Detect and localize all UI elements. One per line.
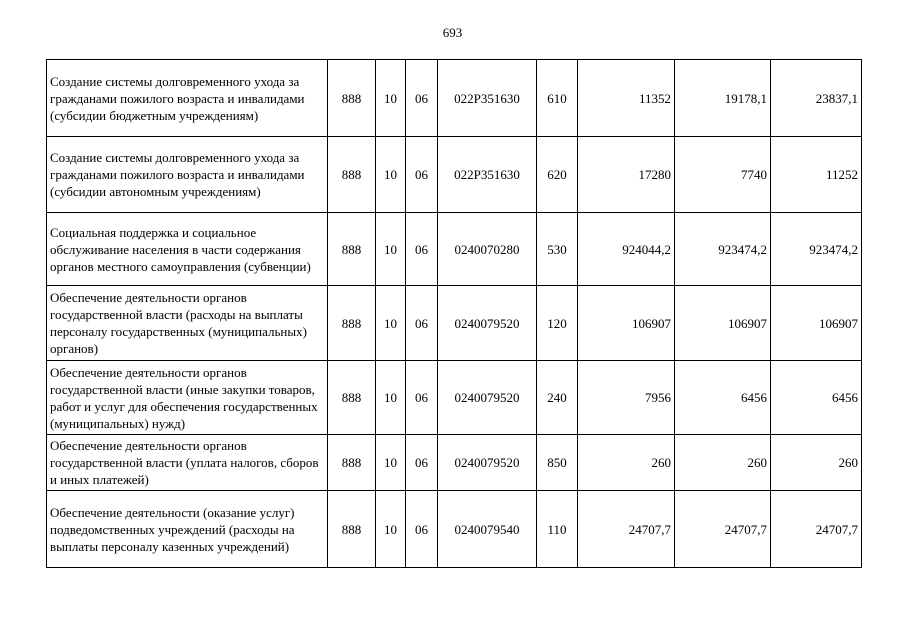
amount-year-3-cell: 923474,2	[771, 213, 862, 286]
row-name-cell: Обеспечение деятельности (оказание услуг) подведомственных учреждений (расходы на выплаты персоналу казенных учреждений)	[47, 491, 328, 568]
table-row	[47, 286, 862, 361]
row-name-cell: Социальная поддержка и социальное обслуживание населения в части содержания органов местного самоуправления (субвенции)	[47, 213, 328, 286]
amount-year-3-cell: 6456	[771, 361, 862, 435]
ministry-code-cell: 888	[328, 137, 376, 213]
ministry-code-cell: 888	[328, 491, 376, 568]
ministry-code-cell: 888	[328, 286, 376, 361]
ministry-code-cell: 888	[328, 60, 376, 137]
subsection-code-cell: 06	[406, 137, 438, 213]
expense-type-cell: 240	[537, 361, 578, 435]
target-article-cell: 0240070280	[438, 213, 537, 286]
subsection-code-cell: 06	[406, 435, 438, 491]
amount-year-2-cell: 106907	[675, 286, 771, 361]
target-article-cell: 0240079520	[438, 435, 537, 491]
table-row	[47, 361, 862, 435]
amount-year-2-cell: 24707,7	[675, 491, 771, 568]
amount-year-2-cell: 7740	[675, 137, 771, 213]
table-row	[47, 491, 862, 568]
amount-year-2-cell: 923474,2	[675, 213, 771, 286]
ministry-code-cell: 888	[328, 435, 376, 491]
row-name-cell: Создание системы долговременного ухода за гражданами пожилого возраста и инвалидами (субсидии автономным учреждениям)	[47, 137, 328, 213]
table-row	[47, 137, 862, 213]
expense-type-cell: 620	[537, 137, 578, 213]
section-code-cell: 10	[376, 286, 406, 361]
target-article-cell: 0240079520	[438, 286, 537, 361]
subsection-code-cell: 06	[406, 491, 438, 568]
table-row	[47, 213, 862, 286]
row-name-cell: Создание системы долговременного ухода за гражданами пожилого возраста и инвалидами (субсидии бюджетным учреждениям)	[47, 60, 328, 137]
ministry-code-cell: 888	[328, 361, 376, 435]
row-name-cell: Обеспечение деятельности органов государственной власти (уплата налогов, сборов и иных платежей)	[47, 435, 328, 491]
page-number: 693	[442, 25, 463, 40]
section-code-cell: 10	[376, 137, 406, 213]
target-article-cell: 0240079520	[438, 361, 537, 435]
amount-year-2-cell: 19178,1	[675, 60, 771, 137]
amount-year-3-cell: 11252	[771, 137, 862, 213]
section-code-cell: 10	[376, 361, 406, 435]
subsection-code-cell: 06	[406, 213, 438, 286]
budget-table	[46, 59, 862, 568]
row-name-cell: Обеспечение деятельности органов государственной власти (расходы на выплаты персоналу государственных (муниципальных) органов)	[47, 286, 328, 361]
expense-type-cell: 850	[537, 435, 578, 491]
amount-year-1-cell: 7956	[578, 361, 675, 435]
expense-type-cell: 110	[537, 491, 578, 568]
amount-year-1-cell: 924044,2	[578, 213, 675, 286]
table-row	[47, 435, 862, 491]
amount-year-3-cell: 106907	[771, 286, 862, 361]
subsection-code-cell: 06	[406, 361, 438, 435]
amount-year-1-cell: 11352	[578, 60, 675, 137]
amount-year-1-cell: 17280	[578, 137, 675, 213]
ministry-code-cell: 888	[328, 213, 376, 286]
row-name-cell: Обеспечение деятельности органов государственной власти (иные закупки товаров, работ и услуг для обеспечения государственных (муниципальных) нужд)	[47, 361, 328, 435]
amount-year-1-cell: 24707,7	[578, 491, 675, 568]
amount-year-3-cell: 24707,7	[771, 491, 862, 568]
section-code-cell: 10	[376, 491, 406, 568]
subsection-code-cell: 06	[406, 286, 438, 361]
subsection-code-cell: 06	[406, 60, 438, 137]
amount-year-2-cell: 260	[675, 435, 771, 491]
section-code-cell: 10	[376, 435, 406, 491]
expense-type-cell: 530	[537, 213, 578, 286]
expense-type-cell: 610	[537, 60, 578, 137]
expense-type-cell: 120	[537, 286, 578, 361]
target-article-cell: 022P351630	[438, 137, 537, 213]
amount-year-3-cell: 260	[771, 435, 862, 491]
target-article-cell: 022P351630	[438, 60, 537, 137]
amount-year-1-cell: 106907	[578, 286, 675, 361]
target-article-cell: 0240079540	[438, 491, 537, 568]
amount-year-2-cell: 6456	[675, 361, 771, 435]
amount-year-3-cell: 23837,1	[771, 60, 862, 137]
section-code-cell: 10	[376, 60, 406, 137]
section-code-cell: 10	[376, 213, 406, 286]
amount-year-1-cell: 260	[578, 435, 675, 491]
table-row	[47, 60, 862, 137]
